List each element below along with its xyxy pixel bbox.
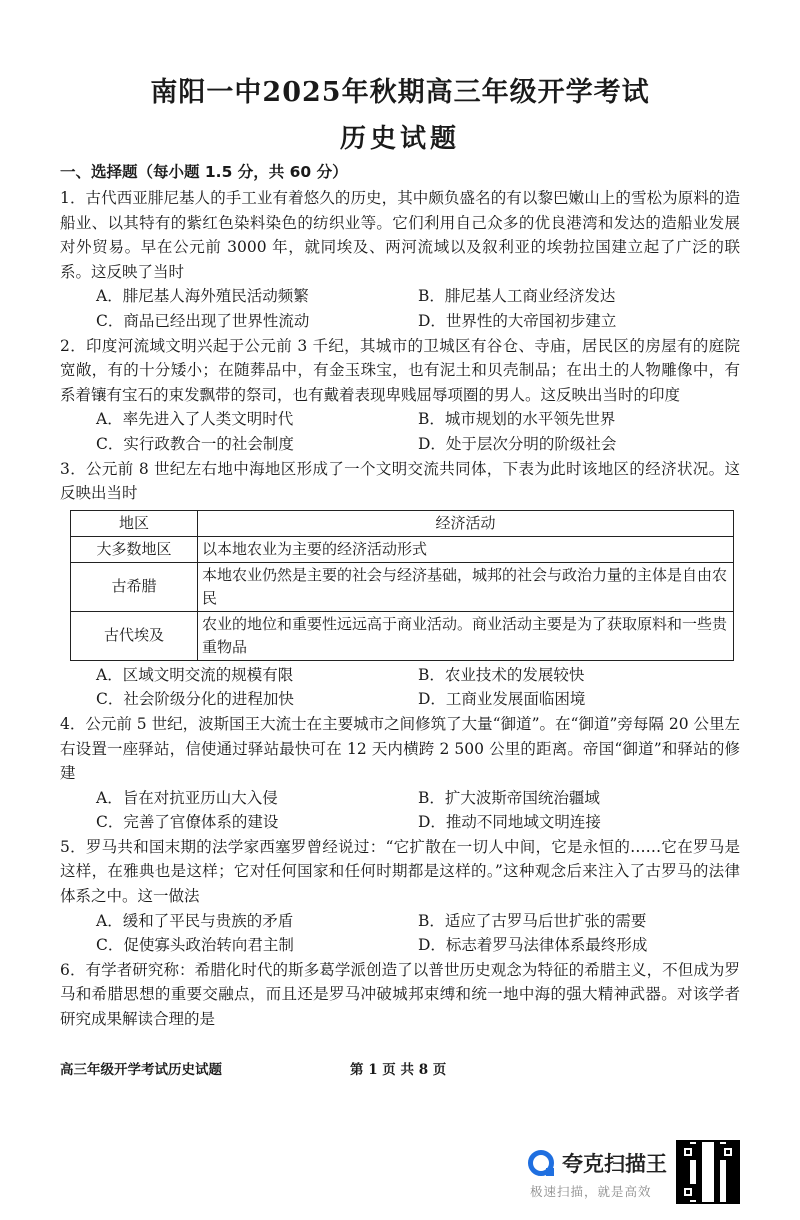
option-c: C．社会阶级分化的进程加快 xyxy=(96,690,294,709)
option-b: B．适应了古罗马后世扩张的需要 xyxy=(418,911,647,930)
scanner-slogan: 极速扫描，就是高效 xyxy=(530,1184,652,1199)
option-c: C．促使寡头政治转向君主制 xyxy=(96,936,294,955)
option-a: A．率先进入了人类文明时代 xyxy=(96,410,294,429)
subject-title: 历史试题 xyxy=(339,124,460,154)
option-b: B．扩大波斯帝国统治疆域 xyxy=(418,788,600,807)
table-header-activity: 经济活动 xyxy=(198,510,734,536)
question-2-options xyxy=(60,407,740,456)
table-row xyxy=(71,536,734,562)
question-5-stem: 5．罗马共和国末期的法学家西塞罗曾经说过：“它扩散在一切人中间，它是永恒的……它在罗马是这样，在雅典也是这样；它对任何国家和任何时期都是这样的。”这种观念后来注入了古罗马的法律体系之中。这一做法 xyxy=(60,837,740,906)
option-c: C．实行政教合一的社会制度 xyxy=(96,434,294,453)
table-cell-region: 古代埃及 xyxy=(71,611,198,660)
footer-page-number: 第 1 页 共 8 页 xyxy=(350,1062,447,1078)
question-1-options xyxy=(60,284,740,333)
option-d: D．推动不同地域文明连接 xyxy=(418,813,601,832)
question-3-stem: 3．公元前 8 世纪左右地中海地区形成了一个文明交流共同体，下表为此时该地区的经济状况。这反映出当时 xyxy=(60,459,740,503)
table-cell-region: 古希腊 xyxy=(71,562,198,611)
option-c: C．完善了官僚体系的建设 xyxy=(96,813,279,832)
question-3-options xyxy=(60,663,740,712)
qr-code-icon xyxy=(676,1140,740,1204)
qr-finder xyxy=(680,1184,696,1200)
question-6-stem: 6．有学者研究称：希腊化时代的斯多葛学派创造了以普世历史观念为特征的希腊主义，不但成为罗马和希腊思想的重要交融点，而且还是罗马冲破城邦束缚和统一地中海的强大精神武器。对该学者研究成果解读合理的是 xyxy=(60,960,740,1029)
questions-area xyxy=(60,186,740,1032)
table-cell-region: 大多数地区 xyxy=(71,536,198,562)
option-d: D．工商业发展面临困境 xyxy=(418,690,586,709)
qr-finder xyxy=(720,1144,736,1160)
option-a: A．区域文明交流的规模有限 xyxy=(96,665,294,684)
qr-finder xyxy=(680,1144,696,1160)
question-1-stem: 1．古代西亚腓尼基人的手工业有着悠久的历史，其中颇负盛名的有以黎巴嫩山上的雪松为原料的造船业、以其特有的紫红色染料染色的纺织业等。它们利用自己众多的优良港湾和发达的造船业发展对外贸易。早在公元前 3000 年，就同埃及、两河流域以及叙利亚的埃勃拉国建立起了广泛的联系。这反映了当时 xyxy=(60,189,740,281)
question-4-stem: 4．公元前 5 世纪，波斯国王大流士在主要城市之间修筑了大量“御道”。在“御道”旁每隔 20 公里左右设置一座驿站，信使通过驿站最快可在 12 天内横跨 2 500 公里的距离。帝国“御道”和驿站的修建 xyxy=(60,714,740,783)
exam-title: 南阳一中2025年秋期高三年级开学考试 xyxy=(150,77,650,108)
option-b: B．农业技术的发展较快 xyxy=(418,665,585,684)
question-5-options xyxy=(60,909,740,958)
option-b: B．城市规划的水平领先世界 xyxy=(418,410,616,429)
table-cell-activity: 本地农业仍然是主要的社会与经济基础，城邦的社会与政治力量的主体是自由农民 xyxy=(198,562,734,611)
table-row xyxy=(71,611,734,660)
economy-table xyxy=(70,510,734,661)
section-heading: 一、选择题（每小题 1.5 分，共 60 分） xyxy=(60,163,348,181)
table-cell-activity: 农业的地位和重要性远远高于商业活动。商业活动主要是为了获取原料和一些贵重物品 xyxy=(198,611,734,660)
question-2-stem: 2．印度河流域文明兴起于公元前 3 千纪，其城市的卫城区有谷仓、寺庙，居民区的房屋有的庭院宽敞，有的十分矮小；在随葬品中，有金玉珠宝，也有泥土和贝壳制品；在出土的人物雕像中，有系着镶有宝石的束发飘带的祭司，也有戴着表现卑贱屈辱项圈的男人。这反映出当时的印度 xyxy=(60,336,740,404)
option-a: A．缓和了平民与贵族的矛盾 xyxy=(96,911,294,930)
option-d: D．处于层次分明的阶级社会 xyxy=(418,434,617,453)
option-b: B．腓尼基人工商业经济发达 xyxy=(418,287,616,306)
question-4-options xyxy=(60,786,740,835)
option-c: C．商品已经出现了世界性流动 xyxy=(96,311,310,330)
footer-exam-name: 高三年级开学考试历史试题 xyxy=(60,1062,222,1078)
table-row xyxy=(71,562,734,611)
scanner-brand: 夸克扫描王 xyxy=(562,1152,667,1176)
scanner-watermark xyxy=(528,1142,688,1202)
table-header-region: 地区 xyxy=(71,510,198,536)
option-a: A．腓尼基人海外殖民活动频繁 xyxy=(96,287,309,306)
option-d: D．世界性的大帝国初步建立 xyxy=(418,311,617,330)
table-cell-activity: 以本地农业为主要的经济活动形式 xyxy=(198,536,734,562)
option-a: A．旨在对抗亚历山大入侵 xyxy=(96,788,278,807)
option-d: D．标志着罗马法律体系最终形成 xyxy=(418,936,648,955)
scanner-logo-icon xyxy=(528,1150,554,1176)
